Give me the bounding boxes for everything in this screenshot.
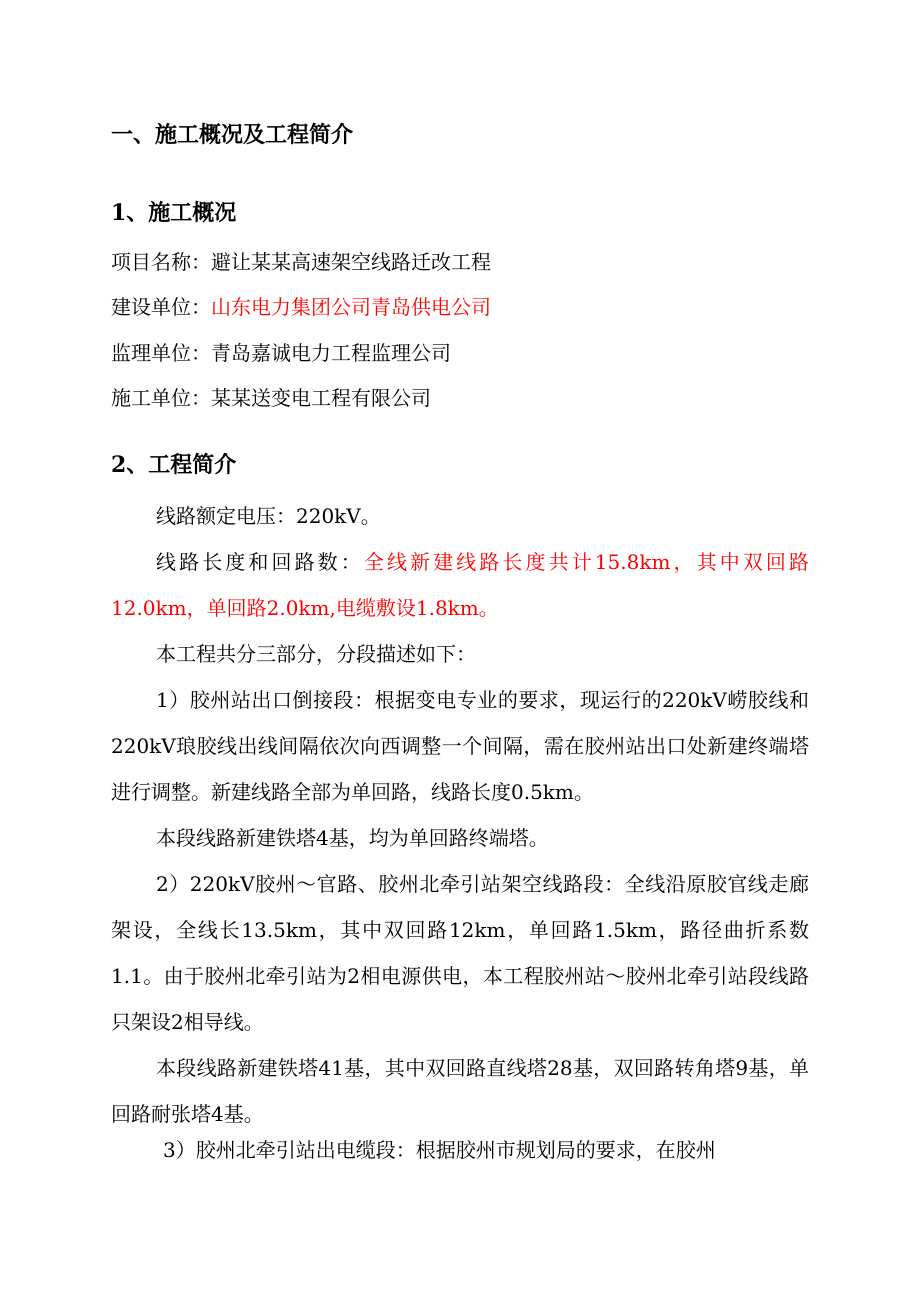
- parts-paragraph: 本工程共分三部分，分段描述如下：: [156, 642, 476, 666]
- part2-paragraph: 2）220kV胶州～官路、胶州北牵引站架空线路段：全线沿原胶官线走廊架设，全线长13.5km，其中双回路12km，单回路1.5km，路径曲折系数1.1。由于胶州北牵引站为2相电源供电，本工程胶州站～胶州北牵引站段线路只架设2相导线。: [111, 872, 809, 1034]
- length-paragraph: [111, 539, 809, 631]
- length-label: 线路长度和回路数：: [156, 550, 364, 574]
- part1-paragraph: 1）胶州站出口倒接段：根据变电专业的要求，现运行的220kV崂胶线和220kV琅胶线出线间隔依次向西调整一个间隔，需在胶州站出口处新建终端塔进行调整。新建线路全部为单回路，线路长度0.5km。: [111, 688, 809, 804]
- part3-paragraph: 3）胶州北牵引站出电缆段：根据胶州市规划局的要求，在胶州: [163, 1138, 716, 1162]
- project-name-value: 避让某某高速架空线路迁改工程: [211, 250, 491, 274]
- supervisor-value: 青岛嘉诚电力工程监理公司: [211, 341, 451, 365]
- length-value: 全线新建线路长度共计15.8km，其中双回路12.0km，单回路2.0km,电缆敷设1.8km。: [111, 550, 809, 620]
- builder-label: 建设单位：: [111, 295, 211, 319]
- contractor-line: [111, 383, 431, 413]
- part2-towers-paragraph: 本段线路新建铁塔41基，其中双回路直线塔28基，双回路转角塔9基，单回路耐张塔4基。: [111, 1056, 809, 1126]
- voltage-paragraph: 线路额定电压：220kV。: [156, 504, 381, 528]
- builder-value: 山东电力集团公司青岛供电公司: [211, 295, 491, 319]
- subsection-heading-intro: 2、工程简介: [111, 452, 237, 478]
- project-name-line: [111, 247, 491, 277]
- contractor-label: 施工单位：: [111, 386, 211, 410]
- supervisor-label: 监理单位：: [111, 341, 211, 365]
- supervisor-line: [111, 338, 451, 368]
- builder-line: [111, 292, 491, 322]
- contractor-value: 某某送变电工程有限公司: [211, 386, 431, 410]
- subsection-heading-overview: 1、施工概况: [111, 200, 237, 226]
- part1-towers-paragraph: 本段线路新建铁塔4基，均为单回路终端塔。: [156, 826, 549, 850]
- section-heading: 一、施工概况及工程简介: [111, 122, 354, 148]
- project-name-label: 项目名称：: [111, 250, 211, 274]
